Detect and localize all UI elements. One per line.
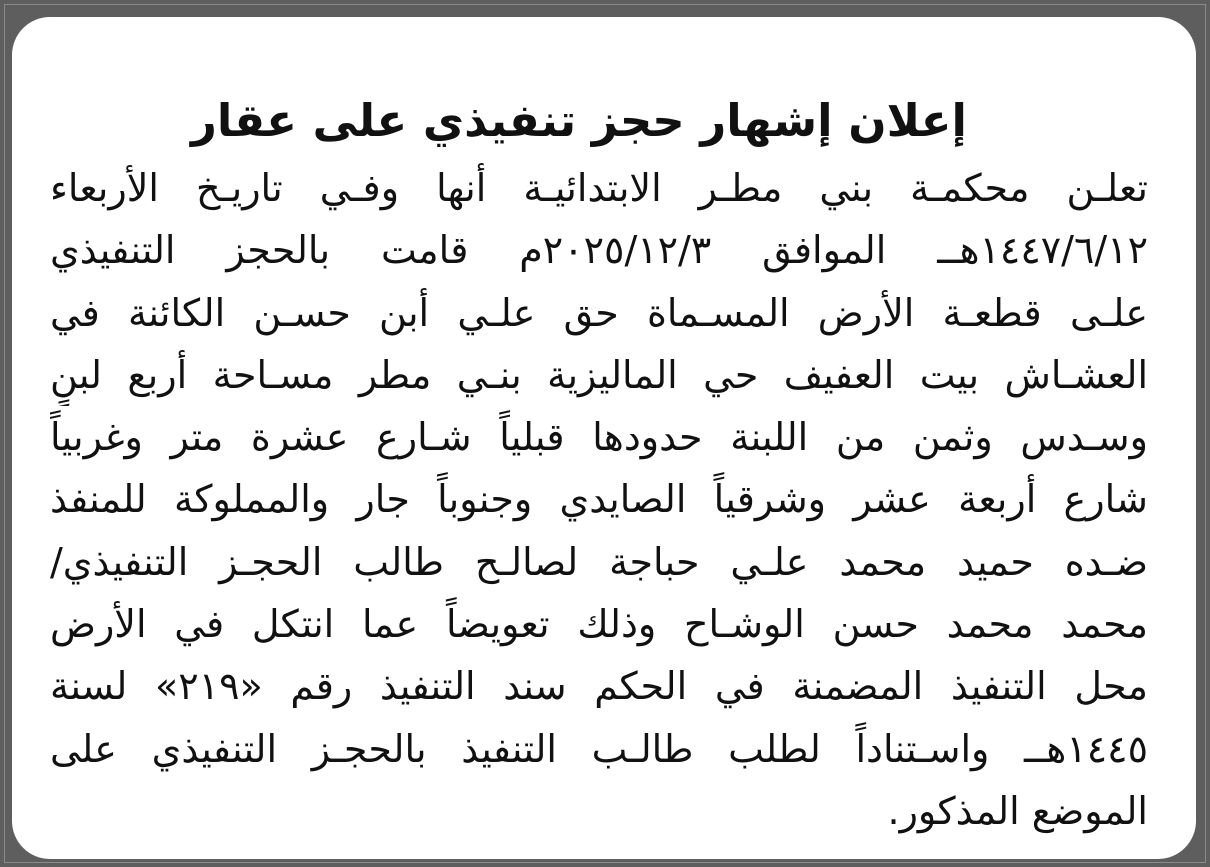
- notice-line: تعلـن محكمـة بني مطـر الابتدائيـة أنها وفـي تاريـخ الأربعاء: [50, 166, 1148, 210]
- notice-line: محل التنفيذ المضمنة في الحكم سند التنفيذ رقم «٢١٩» لسنة: [50, 664, 1148, 709]
- notice-title: إعلان إشهار حجز تنفيذي على عقار: [191, 94, 967, 147]
- notice-line: العشـاش بيت العفيف حي الماليزية بنـي مطر مسـاحة أربع لبنٍ: [50, 352, 1148, 397]
- notice-line: ١٤٤٥هــ واسـتناداً لطلب طالـب التنفيذ بالحجـز التنفيذي على: [50, 726, 1148, 771]
- notice-line-last: الموضع المذكور.: [887, 788, 1148, 833]
- notice-line: علـى قطعـة الأرض المسـماة حق علـي أبن حسـن الكائنة في: [50, 290, 1148, 335]
- notice-line: ضـده حميد محمد علـي حباجة لصالـح طالب الحجـز التنفيذي/: [50, 539, 1148, 584]
- notice-line: ١٤٤٧/٦/١٢هــ الموافق ٢٠٢٥/١٢/٣م قامت بالحجز التنفيذي: [50, 228, 1148, 273]
- notice-line: شارع أربعة عشر وشرقياً الصايدي وجنوباً جار والمملوكة للمنفذ: [50, 477, 1148, 522]
- notice-body: [50, 157, 1148, 842]
- notice-line: محمد محمد حسن الوشـاح وذلك تعويضاً عما انتكل في الأرض: [50, 602, 1148, 647]
- notice-card: [12, 17, 1196, 859]
- notice-line: وسـدس وثمن من اللبنة حدودها قبلياً شـارع عشرة متر وغربياً: [50, 415, 1148, 460]
